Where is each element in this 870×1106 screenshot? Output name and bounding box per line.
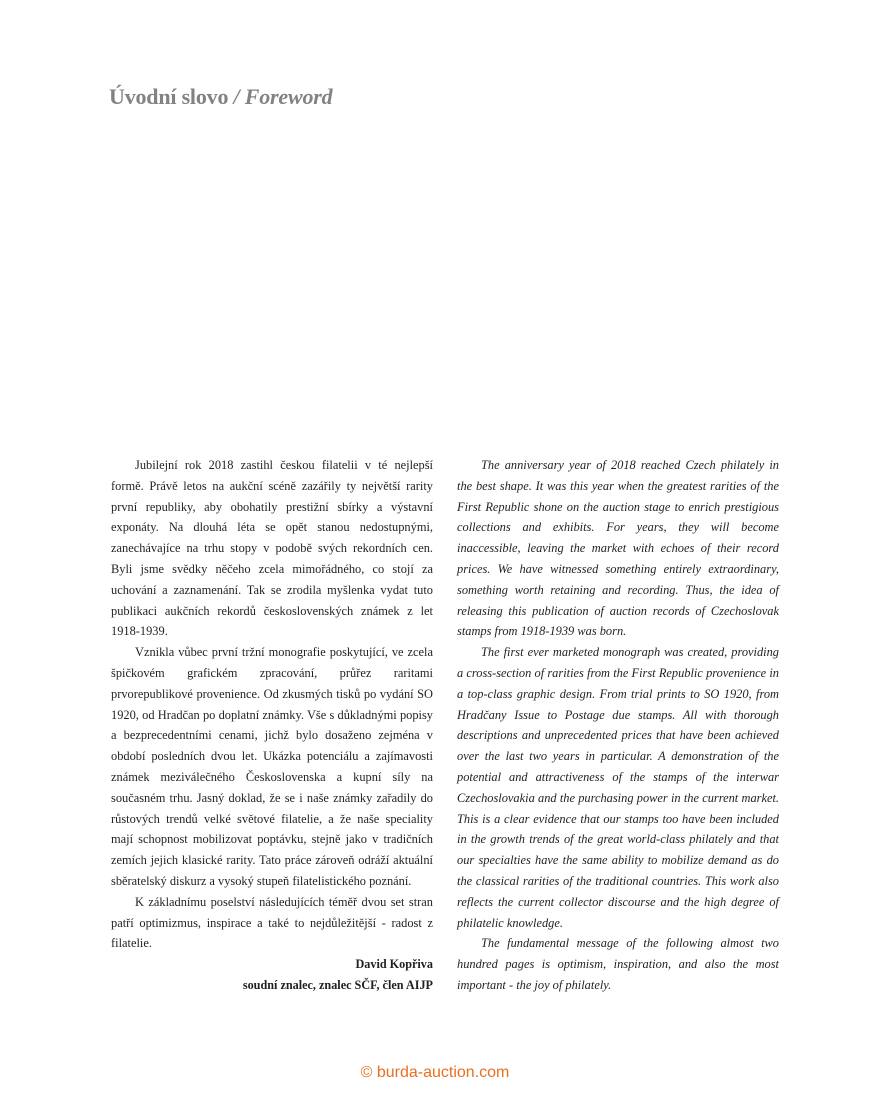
english-paragraph-2: The first ever marketed monograph was created, providing a cross-section of rarities from the First Republic provenience in a top-class graphic design. From trial prints to SO 1920, from Hradčany Issue to Postage due stamps. All with thorough descriptions and unprecedented prices that have been achieved over the last two years in particular. A demonstration of the potential and attractiveness of the stamps of the interwar Czechoslovakia and the purchasing power in the current market. This is a clear evidence that our stamps too have been included in the growth trends of the great world-class philately and that our specialties have the same ability to mobilize demand as do the classical rarities of the traditional countries. This work also reflects the current collector discourse and the high degree of philatelic knowledge. [457, 645, 779, 930]
english-text-column [457, 455, 779, 996]
czech-text-column [111, 455, 433, 996]
signature-title: soudní znalec, znalec SČF, člen AIJP [242, 977, 433, 992]
title-english: Foreword [244, 84, 333, 109]
watermark-link[interactable]: © burda-auction.com [360, 1064, 510, 1081]
czech-paragraph-1: Jubilejní rok 2018 zastihl českou filatelii v té nejlepší formě. Právě letos na aukční scéně zazářily ty největší rarity první republiky, aby obohatily prestižní sbírky a výstavní exponáty. Na dlouhá léta se opět stanou nedostupnými, zanechávajíce na trhu stopy v podobě svých rekordních cen. Byli jsme svědky něčeho zcela mimořádného, co stojí za uchování a zaznamenání. Tak se zrodila myšlenka vydat tuto publikaci aukčních rekordů československých známek z let 1918-1939. [111, 458, 433, 639]
english-paragraph-1: The anniversary year of 2018 reached Czech philately in the best shape. It was this year when the greatest rarities of the First Republic shone on the auction stage to enrich prestigious collections and exhibits. For years, they will become inaccessible, leaving the market with echoes of their record prices. We have witnessed something entirely extraordinary, something worth retaining and recording. Thus, the idea of releasing this publication of auction records of Czechoslovak stamps from 1918-1939 was born. [457, 458, 779, 639]
english-paragraph-3: The fundamental message of the following almost two hundred pages is optimism, inspiration, and also the most important - the joy of philately. [457, 936, 779, 992]
czech-paragraph-2: Vznikla vůbec první tržní monografie poskytující, ve zcela špičkovém grafickém zpracování, průřez raritami prvorepublikové provenience. Od zkusmých tisků po vydání SO 1920, od Hradčan po doplatní známky. Vše s důkladnými popisy a bezprecedentními cenami, jichž bylo dosaženo zejména v období posledních dvou let. Ukázka potenciálu a zajímavosti známek meziválečného Československa a kupní síly na současném trhu. Jasný doklad, že se i naše známky zařadily do růstových trendů velké světové filatelie, a že naše speciality mají schopnost mobilizovat poptávku, stejně jako v tradičních zemích jejich klasické rarity. Tato práce zároveň odráží aktuální sběratelský diskurz a vysoký stupeň filatelistického poznání. [111, 645, 433, 888]
signature-name: David Kopřiva [355, 957, 433, 972]
czech-paragraph-3: K základnímu poselství následujících téměř dvou set stran patří optimizmus, inspirace a také to nejdůležitější - radost z filatelie. [111, 894, 433, 951]
title-separator: / [228, 84, 245, 109]
title-czech: Úvodní slovo [109, 84, 229, 109]
signature-block [111, 954, 433, 996]
page-title [109, 84, 332, 110]
